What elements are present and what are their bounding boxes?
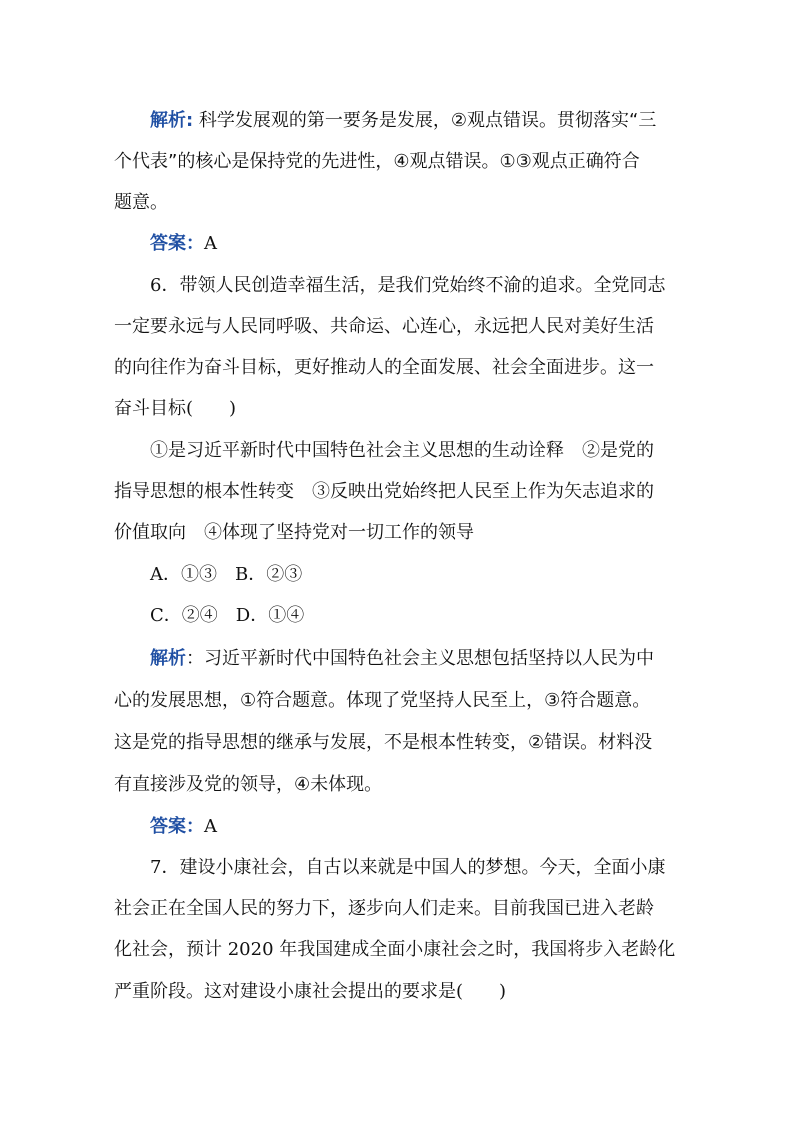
question-7-line: 化社会，预计 2020 年我国建成全面小康社会之时，我国将步入老龄化 bbox=[114, 939, 676, 960]
answer-line bbox=[150, 231, 794, 257]
choice-line: C．②④ D．①④ bbox=[150, 605, 305, 626]
choice-line: A．①③ B．②③ bbox=[150, 564, 303, 585]
question-6-line: 6．带领人民创造幸福生活，是我们党始终不渝的追求。全党同志 bbox=[150, 275, 666, 296]
answer-line bbox=[150, 814, 794, 840]
answer-label: 答案： bbox=[150, 816, 204, 837]
question-6-line: 的向往作为奋斗目标，更好推动人的全面发展、社会全面进步。这一 bbox=[114, 357, 654, 378]
statement-line: ①是习近平新时代中国特色社会主义思想的生动诠释 ②是党的 bbox=[150, 440, 654, 461]
answer-value: A bbox=[204, 233, 217, 254]
question-7-line: 严重阶段。这对建设小康社会提出的要求是( ) bbox=[114, 981, 507, 1002]
question-6-line: 一定要永远与人民同呼吸、共命运、心连心，永远把人民对美好生活 bbox=[114, 316, 654, 337]
analysis-line: 题意。 bbox=[114, 192, 168, 213]
analysis-line: 解析: 科学发展观的第一要务是发展，②观点错误。贯彻落实“三 bbox=[150, 110, 657, 131]
answer-value: A bbox=[204, 816, 217, 837]
analysis-line: 有直接涉及党的领导，④未体现。 bbox=[114, 774, 383, 795]
statement-line: 价值取向 ④体现了坚持党对一切工作的领导 bbox=[114, 522, 474, 543]
analysis-label: 解析: bbox=[150, 110, 194, 131]
analysis-label: 解析 bbox=[150, 648, 186, 669]
analysis-line: 个代表”的核心是保持党的先进性，④观点错误。①③观点正确符合 bbox=[114, 151, 640, 172]
question-7-line: 社会正在全国人民的努力下，逐步向人们走来。目前我国已进入老龄 bbox=[114, 898, 654, 919]
answer-label: 答案： bbox=[150, 233, 204, 254]
analysis-line: 这是党的指导思想的继承与发展，不是根本性转变，②错误。材料没 bbox=[114, 732, 653, 753]
analysis-line: 解析：习近平新时代中国特色社会主义思想包括坚持以人民为中 bbox=[150, 648, 654, 669]
question-7-line: 7．建设小康社会，自古以来就是中国人的梦想。今天，全面小康 bbox=[150, 857, 666, 878]
analysis-line: 心的发展思想，①符合题意。体现了党坚持人民至上，③符合题意。 bbox=[114, 690, 651, 711]
question-6-line: 奋斗目标( ) bbox=[114, 398, 237, 419]
statement-line: 指导思想的根本性转变 ③反映出党始终把人民至上作为矢志追求的 bbox=[114, 481, 654, 502]
